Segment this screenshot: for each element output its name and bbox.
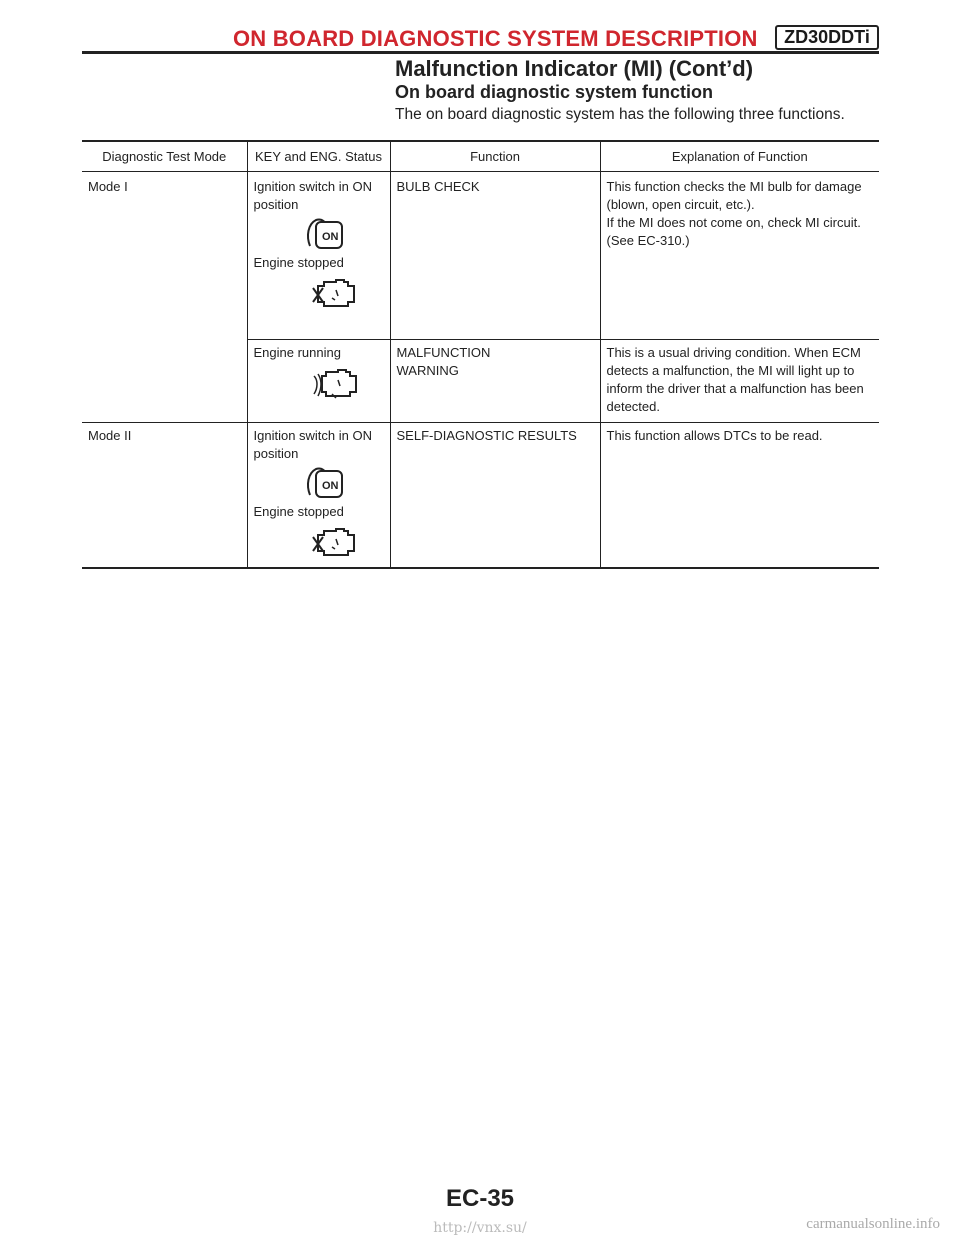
status-engine-stopped: Engine stopped [253,504,344,519]
engine-stopped-icon [254,525,384,559]
engine-stopped-icon [254,276,384,310]
status-cell [247,423,390,569]
function-line: MALFUNCTION [396,345,491,360]
section-title: Malfunction Indicator (MI) (Cont’d) [395,56,754,81]
ignition-key-on-icon [254,216,384,252]
status-engine-stopped: Engine stopped [253,255,344,270]
explanation-line: This function checks the MI bulb for damage (blown, open circuit, etc.). [606,179,862,212]
mode-cell: Mode I [88,179,128,194]
function-cell [390,340,600,423]
watermark: carmanualsonline.info [806,1216,940,1232]
svg-text:ON: ON [321,480,338,492]
page-number: EC-35 [445,1185,515,1212]
header-explanation: Explanation of Function [600,141,879,172]
footer-url[interactable]: http://vnx.su/ [433,1220,527,1236]
function-cell: SELF-DIAGNOSTIC RESULTS [390,423,600,569]
explanation-cell: This is a usual driving condition. When ECM detects a malfunction, the MI will light up to inform the driver that a malfunction has been detected. [600,340,879,423]
model-badge: ZD30DDTi [775,25,879,50]
mode-cell [82,340,247,423]
ignition-key-on-icon [254,465,384,501]
header-key-eng-status: KEY and ENG. Status [247,141,390,172]
intro-text: The on board diagnostic system has the following three functions. [395,106,845,123]
status-ignition-on: Ignition switch in ON position [253,179,372,212]
explanation-cell: This function allows DTCs to be read. [600,423,879,569]
status-engine-running: Engine running [253,345,341,360]
explanation-line: (See EC-310.) [606,233,690,248]
diagnostic-table [82,140,879,569]
header-rule [82,51,879,54]
table-row [82,340,879,423]
explanation-cell [600,172,879,340]
table-row [82,172,879,340]
status-ignition-on: Ignition switch in ON position [253,428,372,461]
status-cell [247,340,390,423]
svg-text:ON: ON [321,231,338,243]
table-row [82,423,879,569]
explanation-line: If the MI does not come on, check MI circuit. [606,215,861,230]
function-cell: BULB CHECK [390,172,600,340]
function-line: WARNING [396,363,459,378]
table-header-row [82,141,879,172]
engine-running-icon [254,366,384,400]
mode-cell: Mode II [82,423,247,569]
header-diagnostic-test-mode: Diagnostic Test Mode [82,141,247,172]
sub-title: On board diagnostic system function [395,82,714,102]
header-title: ON BOARD DIAGNOSTIC SYSTEM DESCRIPTION [233,26,758,51]
header-function: Function [390,141,600,172]
status-cell [247,172,390,340]
